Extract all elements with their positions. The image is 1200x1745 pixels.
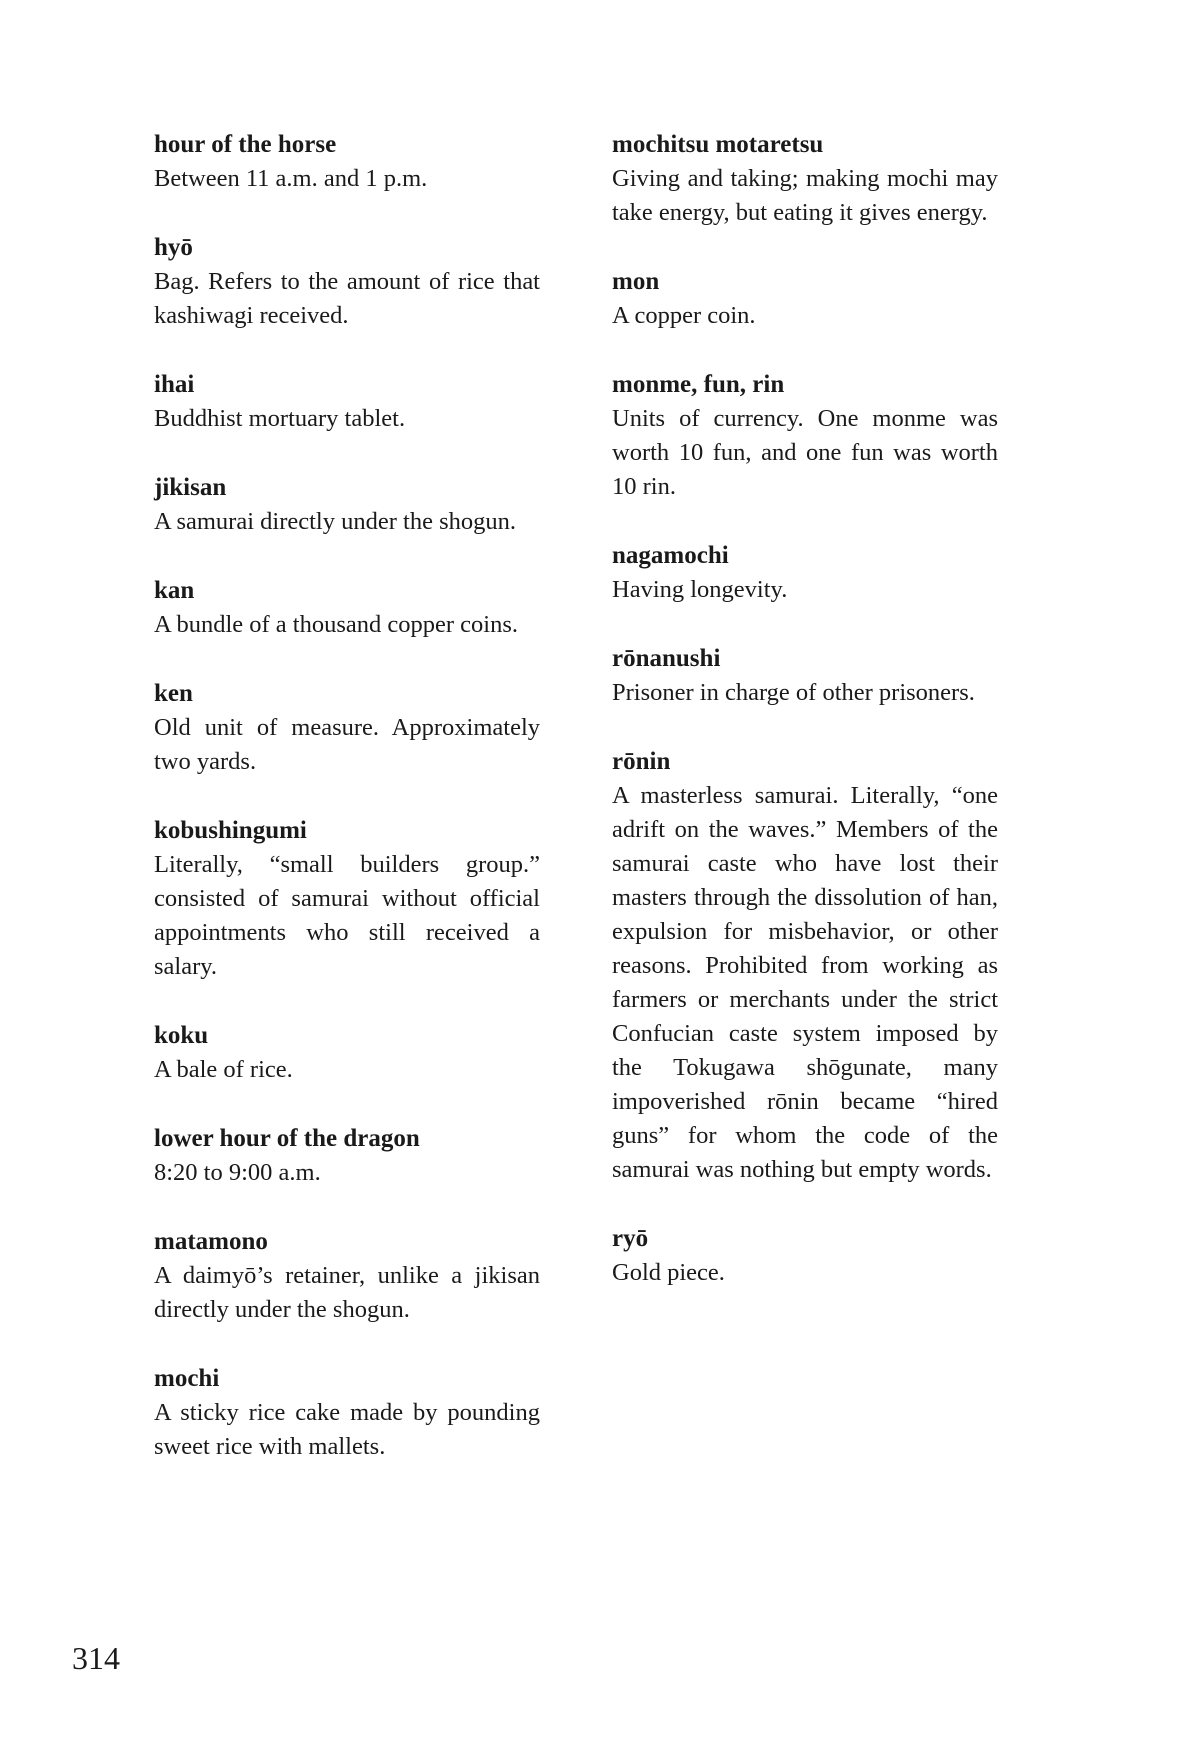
glossary-entry	[154, 368, 540, 436]
glossary-entry	[612, 128, 998, 230]
glossary-left-column	[154, 128, 540, 1499]
glossary-entry	[612, 1222, 998, 1290]
glossary-right-column	[612, 128, 998, 1325]
glossary-term: ryō	[612, 1225, 649, 1252]
glossary-term: rōnin	[612, 748, 671, 775]
glossary-term: koku	[154, 1022, 209, 1049]
glossary-term: lower hour of the dragon	[154, 1125, 420, 1152]
glossary-entry	[154, 231, 540, 333]
glossary-entry	[612, 642, 998, 710]
glossary-definition: A masterless samurai. Literally, “one adrift on the waves.” Members of the samurai caste who have lost their masters through the dissolution of han, expulsion for misbehavior, or other reasons. Prohibited from working as farmers or merchants under the strict Confucian caste system imposed by the Tokugawa shōgunate, many impoverished rōnin became “hired guns” for whom the code of the samurai was nothing but empty words.	[612, 782, 998, 1183]
glossary-entry	[154, 1225, 540, 1327]
glossary-entry	[154, 1362, 540, 1464]
glossary-definition: Giving and taking; making mochi may take energy, but eating it gives energy.	[612, 165, 998, 226]
glossary-term: rōnanushi	[612, 645, 721, 672]
glossary-term: jikisan	[154, 474, 227, 501]
glossary-definition: Bag. Refers to the amount of rice that kashiwagi received.	[154, 268, 540, 329]
glossary-definition: Units of currency. One monme was worth 10 fun, and one fun was worth 10 rin.	[612, 405, 998, 500]
glossary-definition: A bale of rice.	[154, 1056, 293, 1083]
glossary-definition: Having longevity.	[612, 576, 788, 603]
glossary-definition: A sticky rice cake made by pounding sweet rice with mallets.	[154, 1399, 540, 1460]
glossary-term: nagamochi	[612, 542, 729, 569]
glossary-entry	[154, 1122, 540, 1190]
glossary-entry	[154, 471, 540, 539]
glossary-definition: Gold piece.	[612, 1259, 725, 1286]
page-number: 314	[72, 1640, 120, 1676]
glossary-term: mochitsu motaretsu	[612, 131, 824, 158]
glossary-definition: Between 11 a.m. and 1 p.m.	[154, 165, 428, 192]
glossary-entry	[154, 1019, 540, 1087]
glossary-definition: A copper coin.	[612, 302, 756, 329]
glossary-term: mon	[612, 268, 660, 295]
glossary-term: kan	[154, 577, 195, 604]
glossary-term: matamono	[154, 1228, 268, 1255]
glossary-definition: A samurai directly under the shogun.	[154, 508, 516, 535]
glossary-entry	[612, 368, 998, 504]
glossary-definition: Literally, “small builders group.” consisted of samurai without official appointments who still received a salary.	[154, 851, 540, 980]
glossary-term: hyō	[154, 234, 193, 261]
glossary-entry	[154, 677, 540, 779]
glossary-definition: Prisoner in charge of other prisoners.	[612, 679, 975, 706]
glossary-entry	[154, 128, 540, 196]
glossary-definition: A bundle of a thousand copper coins.	[154, 611, 519, 638]
glossary-term: mochi	[154, 1365, 220, 1392]
glossary-entry	[154, 814, 540, 984]
glossary-entry	[612, 265, 998, 333]
glossary-entry	[612, 745, 998, 1187]
glossary-definition: 8:20 to 9:00 a.m.	[154, 1159, 321, 1186]
glossary-term: ken	[154, 680, 193, 707]
glossary-entry	[612, 539, 998, 607]
glossary-definition: A daimyō’s retainer, unlike a jikisan directly under the shogun.	[154, 1262, 540, 1323]
glossary-term: ihai	[154, 371, 195, 398]
glossary-term: hour of the horse	[154, 131, 337, 158]
glossary-term: monme, fun, rin	[612, 371, 785, 398]
glossary-definition: Old unit of measure. Approximately two yards.	[154, 714, 540, 775]
glossary-entry	[154, 574, 540, 642]
glossary-definition: Buddhist mortuary tablet.	[154, 405, 406, 432]
glossary-term: kobushingumi	[154, 817, 307, 844]
